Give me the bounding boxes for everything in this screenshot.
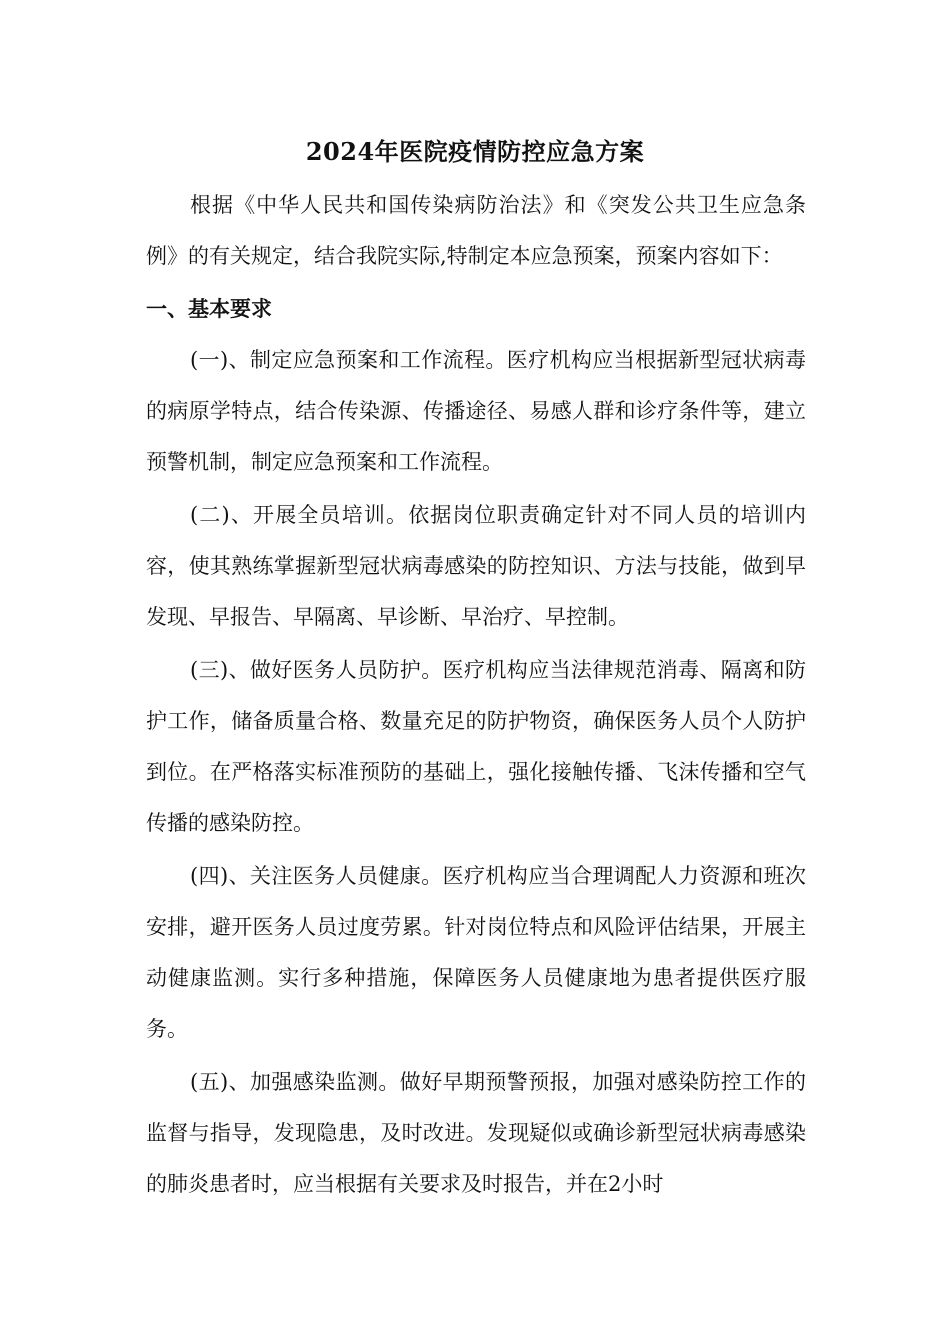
list-item-1: (一)、制定应急预案和工作流程。医疗机构应当根据新型冠状病毒的病原学特点，结合传染源、传播途径、易感人群和诊疗条件等，建立预警机制，制定应急预案和工作流程。	[146, 348, 806, 474]
list-item-5: (五)、加强感染监测。做好早期预警预报，加强对感染防控工作的监督与指导，发现隐患，及时改进。发现疑似或确诊新型冠状病毒感染的肺炎患者时，应当根据有关要求及时报告，并在2小时	[146, 1070, 806, 1196]
list-item-4: (四)、关注医务人员健康。医疗机构应当合理调配人力资源和班次安排，避开医务人员过度劳累。针对岗位特点和风险评估结果，开展主动健康监测。实行多种措施，保障医务人员健康地为患者提供医疗服务。	[146, 864, 806, 1041]
document-title: 2024年医院疫情防控应急方案	[305, 137, 645, 166]
list-item-3: (三)、做好医务人员防护。医疗机构应当法律规范消毒、隔离和防护工作，储备质量合格、数量充足的防护物资，确保医务人员个人防护到位。在严格落实标准预防的基础上，强化接触传播、飞沫传播和空气传播的感染防控。	[146, 658, 806, 835]
document-body	[146, 180, 806, 1212]
section-heading-basic-requirements: 一、基本要求	[146, 297, 272, 321]
list-item-2: (二)、开展全员培训。依据岗位职责确定针对不同人员的培训内容，使其熟练掌握新型冠状病毒感染的防控知识、方法与技能，做到早发现、早报告、早隔离、早诊断、早治疗、早控制。	[146, 503, 806, 629]
intro-paragraph: 根据《中华人民共和国传染病防治法》和《突发公共卫生应急条例》的有关规定，结合我院实际,特制定本应急预案，预案内容如下：	[146, 193, 806, 268]
